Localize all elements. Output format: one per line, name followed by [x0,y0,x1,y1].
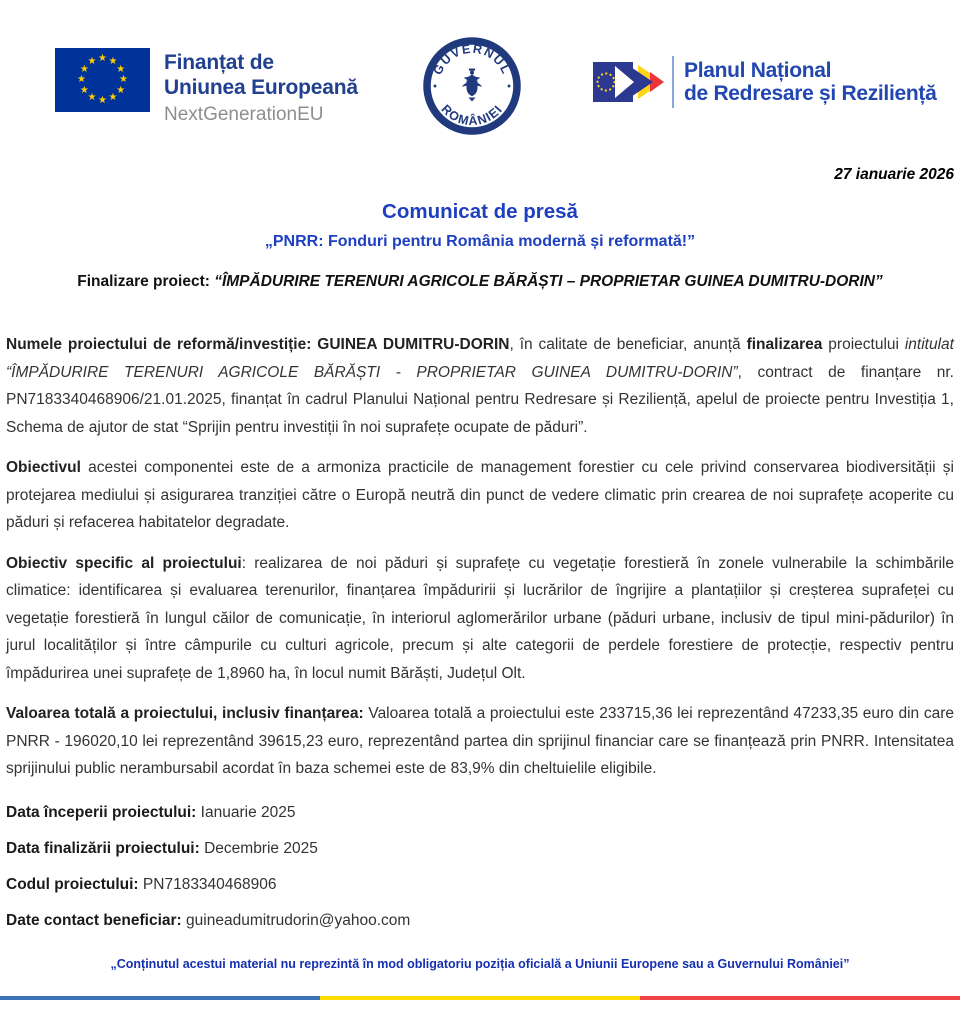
paragraph-project-name [6,331,954,441]
document-date: 27 ianuarie 2026 [834,166,954,183]
pnrr-logo-text [684,59,937,106]
footer-disclaimer: „Conținutul acestui material nu reprezintă în mod obligatoriu poziția oficială a Uniunii Europene sau a Guvernului României” [110,957,850,971]
pnrr-arrows-icon [593,62,664,102]
field-start-date-label: Data începerii proiectului: [6,803,197,821]
p4-bold-lead: Valoarea totală a proiectului, inclusiv finanțarea: [6,705,364,722]
field-beneficiary-contact [6,911,954,931]
page-title: Comunicat de presă [382,200,578,223]
p3-bold-lead: Obiectiv specific al proiectului [6,554,242,572]
field-end-date-label: Data finalizării proiectului: [6,839,200,857]
p2-text: acestei componentei este de a armoniza practicile de management forestier cu cele privind conservarea biodiversității și protejarea mediului și asigurarea tranziției către o Europă neutră din punct de vedere climatic prin crearea de noi suprafețe acoperite cu păduri și refacerea habitatelor degradate. [6,459,954,531]
field-beneficiary-contact-value: guineadumitrudorin@yahoo.com [186,911,411,929]
p1-text: , în calitate de beneficiar, anunță [509,336,747,353]
tricolor-yellow-segment [320,996,640,1000]
field-start-date-value: Ianuarie 2025 [200,803,296,821]
field-end-date-value: Decembrie 2025 [204,839,318,857]
eu-funding-logo [55,48,358,126]
header-logos [0,0,960,152]
field-project-code-value: PN7183340468906 [142,875,277,893]
field-project-code-label: Codul proiectului: [6,875,139,893]
p1-text2: proiectului [822,336,905,353]
nextgeneration-eu-label: NextGenerationEU [164,104,324,125]
p4-text: Valoarea totală a proiectului este 233715,36 lei reprezentând 47233,35 euro din care PNRR - 196020,10 lei reprezentând 39615,23 euro, reprezentând partea din sprijinul financiar care se finanțează prin PNRR. Intensitatea sprijinului public nerambursabil acordat în baza schemei este de 83,9% din cheltuielile eligibile. [6,705,954,777]
eu-funded-by-line1: Finanțat de [164,51,274,74]
field-start-date [6,803,954,823]
tricolor-blue-segment [0,996,320,1000]
eu-funded-by-line2: Uniunea Europeană [164,76,358,99]
pnrr-logo-divider [672,56,674,108]
p3-text: : realizarea de noi păduri și suprafețe cu vegetație forestieră în zonele vulnerabile la schimbările climatice: identificarea și evaluarea terenurilor, finanțarea împăduririi și lucrărilor de îngrijire a plantațiilor și creșterea suprafeței cu vegetație forestieră în lungul căilor de comunicație, în interiorul aglomerărilor urbane (păduri urbane, inclusiv de tipul mini-pădurilor) în jurul localităților și între câmpurile cu culturi agricole, precum și alte categorii de perdele forestiere de protecție, respectiv pentru împădurirea unei suprafețe de 1,8960 ha, în locul numit Bărăști, Județul Olt. [6,554,954,682]
paragraph-specific-objective [6,550,954,688]
tricolor-red-segment [640,996,960,1000]
eu-funding-text [164,48,358,126]
p1-project-title-italic: intitulat “ÎMPĂDURIRE TERENURI AGRICOLE BĂRĂȘTI - PROPRIETAR GUINEA DUMITRU-DORIN” [6,336,954,381]
p2-bold-lead: Obiectivul [6,459,81,476]
paragraph-objective [6,454,954,537]
pnrr-logo [593,56,937,108]
project-title: “ÎMPĂDURIRE TERENURI AGRICOLE BĂRĂȘTI – PROPRIETAR GUINEA DUMITRU-DORIN” [214,273,883,290]
document-body [0,331,960,931]
p1-text3: , contract de finanțare nr. PN7183340468906/21.01.2025, finanțat în cadrul Planului Național pentru Redresare și Reziliență, apelul de proiecte pentru Investiția 1, Schema de ajutor de stat “Sprijin pentru investiții în noi suprafețe ocupate de păduri”. [6,363,954,436]
eu-flag-icon: ★ ★ ★ ★ ★ ★ ★ ★ ★ ★ ★ ★ [55,48,150,112]
pnrr-title-line1: Planul Național [684,58,832,82]
field-project-code [6,875,954,895]
project-finalization-line [0,273,960,291]
paragraph-total-value [6,700,954,783]
field-end-date [6,839,954,859]
p1-bold-finalizarea: finalizarea [746,336,823,353]
field-beneficiary-contact-label: Date contact beneficiar: [6,911,182,929]
seal-text-top: GUVERNUL [430,41,514,78]
romanian-tricolor-bar [0,996,960,1000]
project-finalization-label: Finalizare proiect: [77,273,210,290]
romanian-government-seal-icon [422,36,522,136]
page-subtitle: „PNRR: Fonduri pentru România modernă și reformată!” [264,233,696,250]
seal-text-bottom: ROMÂNIEI [438,101,506,129]
pnrr-title-line2: de Redresare și Reziliență [684,82,937,105]
p1-bold-lead: Numele proiectului de reformă/investiție: GUINEA DUMITRU-DORIN [6,336,510,353]
